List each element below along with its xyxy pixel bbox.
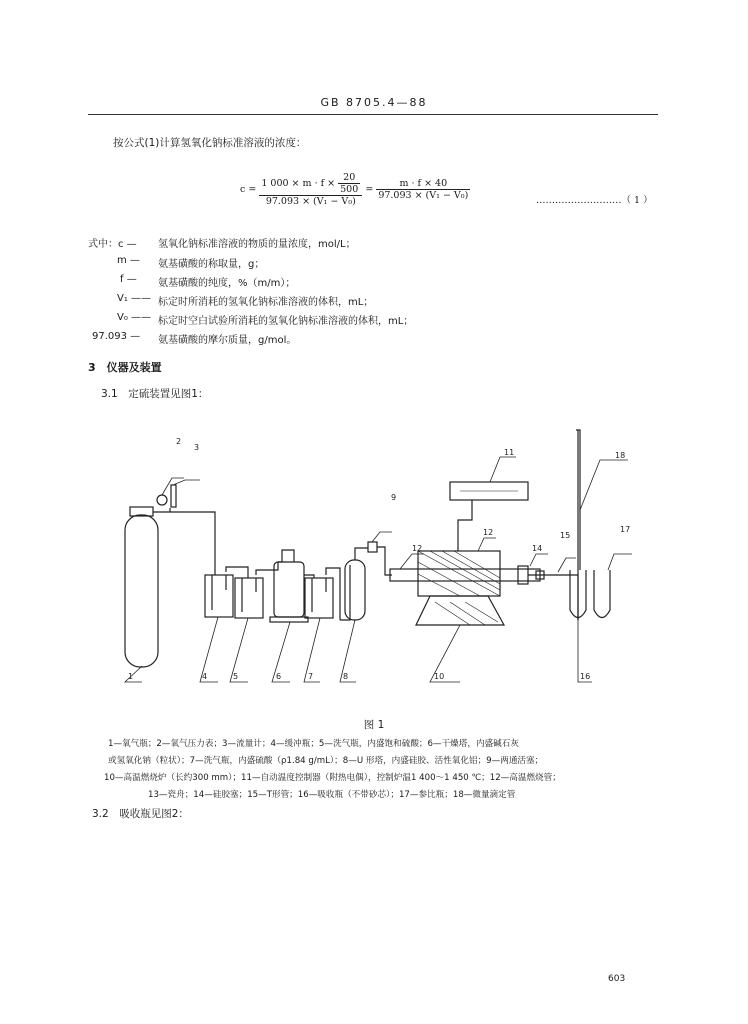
header-rule (88, 114, 658, 115)
label-9: 9 (391, 493, 397, 502)
label-4: 4 (202, 672, 208, 681)
formula-inner-denominator: 500 (340, 184, 359, 195)
sulfuric-wash-bottle (305, 578, 333, 618)
gas-line (153, 512, 215, 575)
formula-right-numerator: m · f × 40 (376, 178, 470, 190)
formula-number: ………………………（ 1 ） (536, 195, 653, 206)
definition-sym: V₀ —— (117, 312, 152, 323)
label-17: 17 (620, 525, 631, 534)
definition-sym: V₁ —— (117, 293, 152, 304)
pressure-gauge (157, 495, 167, 505)
formula-block (240, 172, 470, 207)
tower-base (270, 617, 308, 622)
formula-inner-numerator: 20 (338, 172, 360, 184)
label-12a: 12 (412, 544, 423, 553)
section-3-1-text: 3.1 定硫装置见图1： (101, 388, 209, 400)
definition-sym: m — (117, 255, 140, 266)
apparatus-diagram (100, 420, 680, 700)
label-16: 16 (580, 672, 591, 681)
u-tower (345, 560, 365, 620)
definition-text: 氨基磺酸的摩尔质量，g/mol。 (158, 335, 297, 346)
formula-left-numerator: 1 000 × m · f × (261, 178, 336, 189)
page-number: 603 (608, 974, 626, 984)
formula-inner-fraction (338, 172, 360, 195)
section-3-2-text: 3.2 吸收瓶见图2： (92, 808, 189, 820)
definition-text: 氢氧化钠标准溶液的物质的量浓度，mol/L； (158, 239, 356, 250)
wash-bottle (235, 578, 263, 618)
intro-text: 按公式(1)计算氢氧化钠标准溶液的浓度： (113, 137, 307, 149)
label-3: 3 (194, 443, 200, 452)
figure-title: 图 1 (363, 719, 385, 731)
formula-lhs: c = (240, 184, 257, 195)
label-2: 2 (176, 437, 182, 446)
label-1: 1 (128, 672, 134, 681)
definition-text: 氨基磺酸的称取量，g； (158, 259, 265, 270)
reference-bottle (594, 570, 610, 618)
formula-left-denominator: 97.093 × (V₁ − V₀) (265, 196, 356, 207)
label-11: 11 (504, 448, 515, 457)
caption-line: 或氢氧化钠（粒状）；7—洗气瓶，内盛硫酸（ρ1.84 g/mL）；8—U 形塔，内盛硅胶、活性氧化铝；9—两通活塞； (108, 756, 544, 766)
formula-right-fraction (376, 178, 470, 201)
label-18: 18 (615, 451, 626, 460)
buffer-bottle (205, 575, 233, 617)
furnace-stand (416, 596, 504, 625)
formula-equals: = (365, 184, 374, 195)
section-3-title: 3 仪器及装置 (88, 361, 162, 374)
standard-header: GB 8705.4—88 (320, 96, 428, 109)
thermocouple-lead (458, 500, 472, 551)
oxygen-cylinder (125, 515, 158, 667)
definition-sym: f — (120, 274, 137, 285)
definition-text: 标定时空白试验所消耗的氢氧化钠标准溶液的体积，mL； (158, 316, 414, 327)
definition-sym: 97.093 — (92, 331, 141, 342)
label-8: 8 (343, 672, 349, 681)
label-15: 15 (560, 531, 571, 540)
label-5: 5 (233, 672, 239, 681)
definition-text: 标定时所消耗的氢氧化钠标准溶液的体积，mL； (158, 297, 374, 308)
flowmeter (171, 485, 176, 507)
caption-line: 10—高温燃烧炉（长约300 mm）；11—自动温度控制器（附热电偶），控制炉温1 400～1 450 ℃；12—高温燃烧管； (104, 773, 561, 783)
definition-sym: 式中：c — (88, 239, 137, 250)
caption-line: 1—氧气瓶；2—氧气压力表；3—流量计；4—缓冲瓶；5—洗气瓶，内盛饱和硫酸；6—干燥塔，内盛碱石灰 (108, 739, 519, 749)
caption-line: 13—瓷舟；14—硅胶塞；15—T形管；16—吸收瓶（不带砂芯）；17—参比瓶；18—微量滴定管 (148, 790, 516, 800)
definition-text: 氨基磺酸的纯度，%（m/m）； (158, 278, 296, 289)
label-7: 7 (308, 672, 314, 681)
label-6: 6 (276, 672, 282, 681)
formula-left-fraction (259, 172, 362, 207)
label-12b: 12 (483, 528, 494, 537)
label-10: 10 (434, 672, 445, 681)
formula-right-denominator: 97.093 × (V₁ − V₀) (378, 190, 469, 201)
two-way-stopcock (368, 542, 377, 552)
label-14: 14 (532, 544, 543, 553)
